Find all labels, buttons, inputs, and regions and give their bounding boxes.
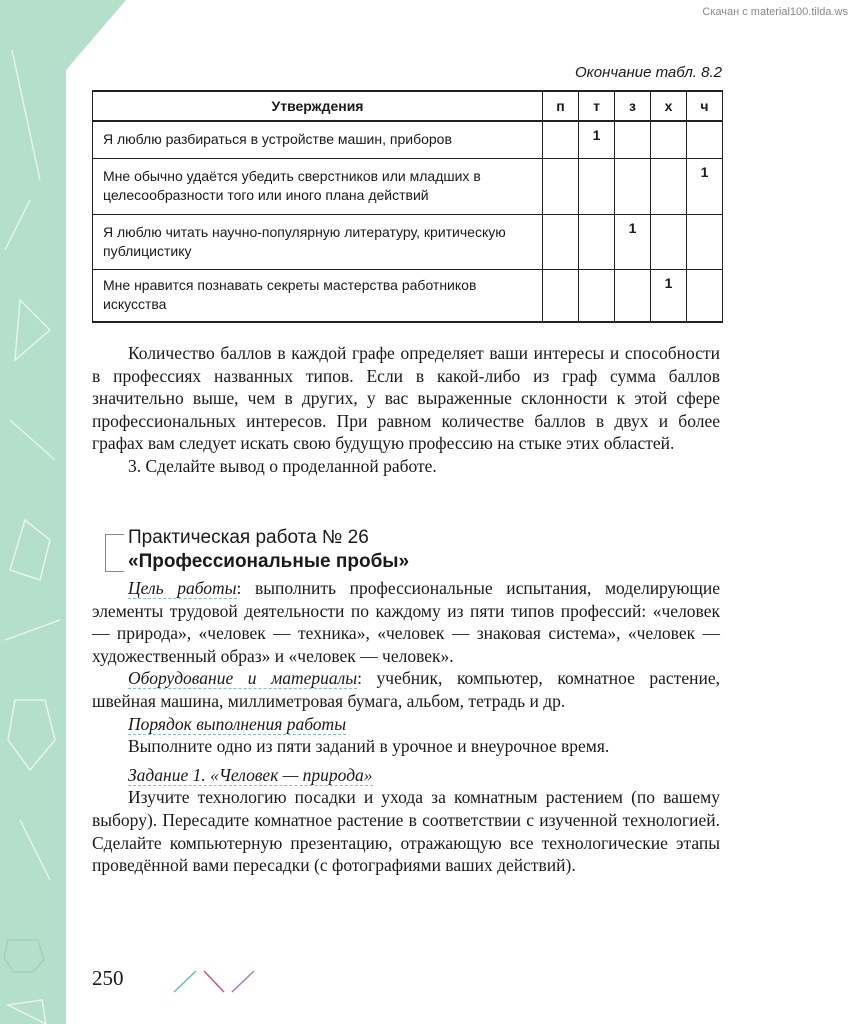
equipment-text: : учебник, компьютер, комнатное растение, швейная машина, миллиметровая бумага, альбом, тетрадь и др. [92,668,720,711]
score-cell [687,121,723,158]
section-body [92,577,720,877]
header-kh: х [651,91,687,121]
score-cell [579,214,615,269]
header-statements: Утверждения [93,91,543,121]
statement: Мне нравится познавать секреты мастерства работников искусства [93,269,543,322]
table-row [93,269,723,322]
score-cell: 1 [651,269,687,322]
statement: Я люблю разбираться в устройстве машин, приборов [93,121,543,158]
header-p: п [543,91,579,121]
score-cell [615,158,651,214]
score-cell [579,158,615,214]
task1-label-paragraph [92,764,720,787]
section-heading [128,526,409,574]
header-z: з [615,91,651,121]
order-text: Выполните одно из пяти заданий в урочное и внеурочное время. [128,736,610,757]
score-cell [543,121,579,158]
header-t: т [579,91,615,121]
results-text [92,342,720,478]
score-cell: 1 [687,158,723,214]
score-cell [543,158,579,214]
table-header-row [93,91,723,121]
score-cell [615,121,651,158]
task1-label: Задание 1. «Человек — природа» [128,764,373,785]
paragraph: 3. Сделайте вывод о проделанной работе. [128,455,437,476]
score-cell [687,214,723,269]
statement: Мне обычно удаётся убедить сверстников или младших в целесообразности того или иного плана действий [93,158,543,214]
score-cell [615,269,651,322]
goal-label: Цель работы [128,578,237,598]
score-cell [651,121,687,158]
score-cell [543,269,579,322]
table-row [93,158,723,214]
goal-paragraph [92,577,720,667]
score-cell [687,269,723,322]
task1-text: Изучите технологию посадки и ухода за комнатным растением (по вашему выбору). Пересадите комнатное растение в соответствии с изученной технологией. Сделайте компьютерную презентацию, отражающую все технологические этапы проведённой вами пересадки (с фотографиями ваших действий). [92,787,720,876]
score-cell: 1 [615,214,651,269]
score-cell [543,214,579,269]
heading-line-1: Практическая работа № 26 [128,527,369,548]
goal-text: : выполнить профессиональные испытания, моделирующие элементы трудовой деятельности по каждому из пяти типов профессий: «человек — природа», «человек — техника», «человек — знаковая система», «человек — художественный образ» и «человек — человек». [92,578,721,666]
interests-table [92,90,723,323]
watermark: Скачан с material100.tilda.ws [702,6,848,18]
header-ch: ч [687,91,723,121]
order-label-paragraph [92,713,720,736]
score-cell [579,269,615,322]
equipment-label: Оборудование и материалы [128,668,358,689]
heading-bracket [105,534,124,572]
table-row [93,121,723,158]
score-cell [651,158,687,214]
score-cell [651,214,687,269]
page-number: 250 [92,966,124,990]
decorative-slashes-icon [170,968,260,996]
score-cell: 1 [579,121,615,158]
paragraph: Количество баллов в каждой графе определяет ваши интересы и способности в профессиях названных типов. Если в какой-либо из граф сумма баллов значительно выше, чем в других, у вас выраженные склонности к этой сфере профессиональных интересов. При равном количестве баллов в двух и более графах вам следует искать свою будущую профессию на стыке этих областей. [92,343,720,454]
equipment-paragraph [92,667,720,712]
table-caption: Окончание табл. 8.2 [575,64,722,81]
statement: Я люблю читать научно-популярную литературу, критическую публицистику [93,214,543,269]
table-row [93,214,723,269]
order-label: Порядок выполнения работы [128,713,347,734]
heading-line-2: «Профессиональные пробы» [128,551,410,572]
